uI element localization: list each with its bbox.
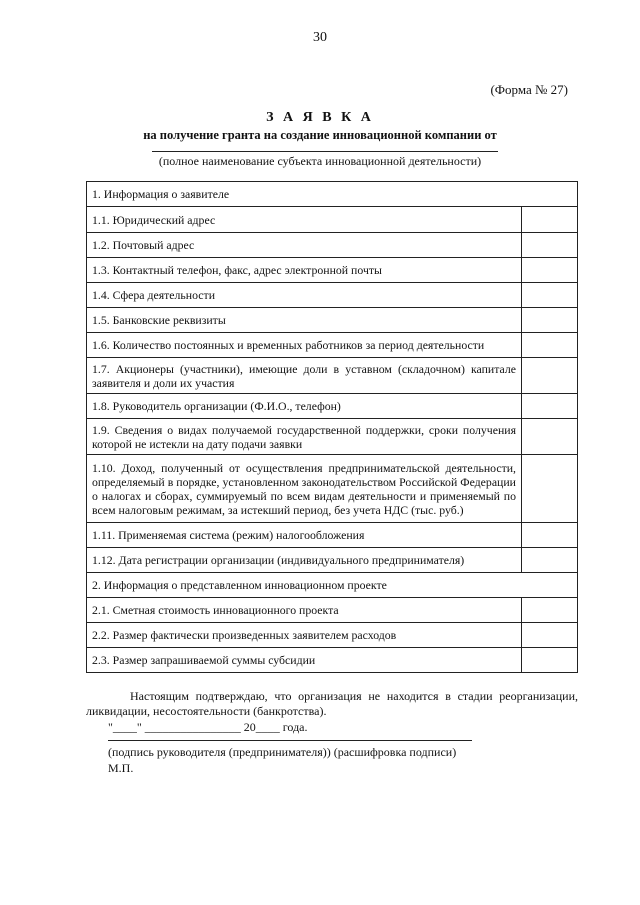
entity-name-caption: (полное наименование субъекта инновационной деятельности) xyxy=(158,154,482,168)
stamp-label: М.П. xyxy=(108,761,134,775)
application-table xyxy=(86,181,578,673)
item-label-cell: 1.1. Юридический адрес xyxy=(87,207,522,233)
item-label-cell: 2.3. Размер запрашиваемой суммы субсидии xyxy=(87,648,522,673)
table-row xyxy=(87,648,578,673)
signature-line xyxy=(108,740,472,741)
item-value-cell[interactable] xyxy=(522,207,578,233)
item-value-cell[interactable] xyxy=(522,358,578,394)
confirmation-paragraph: Настоящим подтверждаю, что организация не находится в стадии реорганизации, ликвидации, несостоятельности (банкротства). xyxy=(86,689,578,718)
section-heading-cell: 1. Информация о заявителе xyxy=(87,182,578,207)
item-label-cell: 1.3. Контактный телефон, факс, адрес электронной почты xyxy=(87,258,522,283)
item-label-cell: 1.6. Количество постоянных и временных работников за период деятельности xyxy=(87,333,522,358)
item-value-cell[interactable] xyxy=(522,523,578,548)
item-label-cell: 1.9. Сведения о видах получаемой государственной поддержки, сроки получения которой не истекли на дату подачи заявки xyxy=(87,419,522,455)
item-value-cell[interactable] xyxy=(522,548,578,573)
table-section-row xyxy=(87,182,578,207)
application-table-body xyxy=(87,182,578,673)
page-number: 30 xyxy=(313,30,327,45)
document-title: З А Я В К А xyxy=(266,110,374,125)
table-row xyxy=(87,258,578,283)
table-row xyxy=(87,455,578,523)
signature-caption: (подпись руководителя (предпринимателя)) (расшифровка подписи) xyxy=(108,745,457,759)
item-value-cell[interactable] xyxy=(522,233,578,258)
document-subtitle: на получение гранта на создание инновационной компании от xyxy=(143,128,497,142)
item-label-cell: 2.2. Размер фактически произведенных заявителем расходов xyxy=(87,623,522,648)
item-label-cell: 1.11. Применяемая система (режим) налогообложения xyxy=(87,523,522,548)
item-label-cell: 1.10. Доход, полученный от осуществления предпринимательской деятельности, определяемый в порядке, установленном законодательством Российской Федерации о налогах и сборах, суммируемый по всем видам деятельности и применяемый по всем налоговым режимам, за истекший период, без учета НДС (тыс. руб.) xyxy=(87,455,522,523)
table-row xyxy=(87,598,578,623)
item-value-cell[interactable] xyxy=(522,283,578,308)
item-label-cell: 1.4. Сфера деятельности xyxy=(87,283,522,308)
entity-name-line xyxy=(152,151,498,152)
table-row xyxy=(87,623,578,648)
item-value-cell[interactable] xyxy=(522,308,578,333)
table-row xyxy=(87,333,578,358)
item-value-cell[interactable] xyxy=(522,623,578,648)
item-value-cell[interactable] xyxy=(522,394,578,419)
item-value-cell[interactable] xyxy=(522,648,578,673)
table-section-row xyxy=(87,573,578,598)
date-line: "____" ________________ 20____ года. xyxy=(108,720,308,734)
item-label-cell: 1.2. Почтовый адрес xyxy=(87,233,522,258)
table-row xyxy=(87,207,578,233)
item-value-cell[interactable] xyxy=(522,419,578,455)
table-row xyxy=(87,548,578,573)
item-value-cell[interactable] xyxy=(522,258,578,283)
table-row xyxy=(87,523,578,548)
item-value-cell[interactable] xyxy=(522,333,578,358)
item-value-cell[interactable] xyxy=(522,455,578,523)
table-row xyxy=(87,283,578,308)
table-row xyxy=(87,308,578,333)
section-heading-cell: 2. Информация о представленном инновационном проекте xyxy=(87,573,578,598)
item-label-cell: 1.5. Банковские реквизиты xyxy=(87,308,522,333)
item-label-cell: 1.7. Акционеры (участники), имеющие доли в уставном (складочном) капитале заявителя и доли их участия xyxy=(87,358,522,394)
item-label-cell: 1.8. Руководитель организации (Ф.И.О., телефон) xyxy=(87,394,522,419)
item-value-cell[interactable] xyxy=(522,598,578,623)
table-row xyxy=(87,394,578,419)
table-row xyxy=(87,233,578,258)
item-label-cell: 1.12. Дата регистрации организации (индивидуального предпринимателя) xyxy=(87,548,522,573)
item-label-cell: 2.1. Сметная стоимость инновационного проекта xyxy=(87,598,522,623)
table-row xyxy=(87,358,578,394)
table-row xyxy=(87,419,578,455)
form-label: (Форма № 27) xyxy=(490,82,568,97)
